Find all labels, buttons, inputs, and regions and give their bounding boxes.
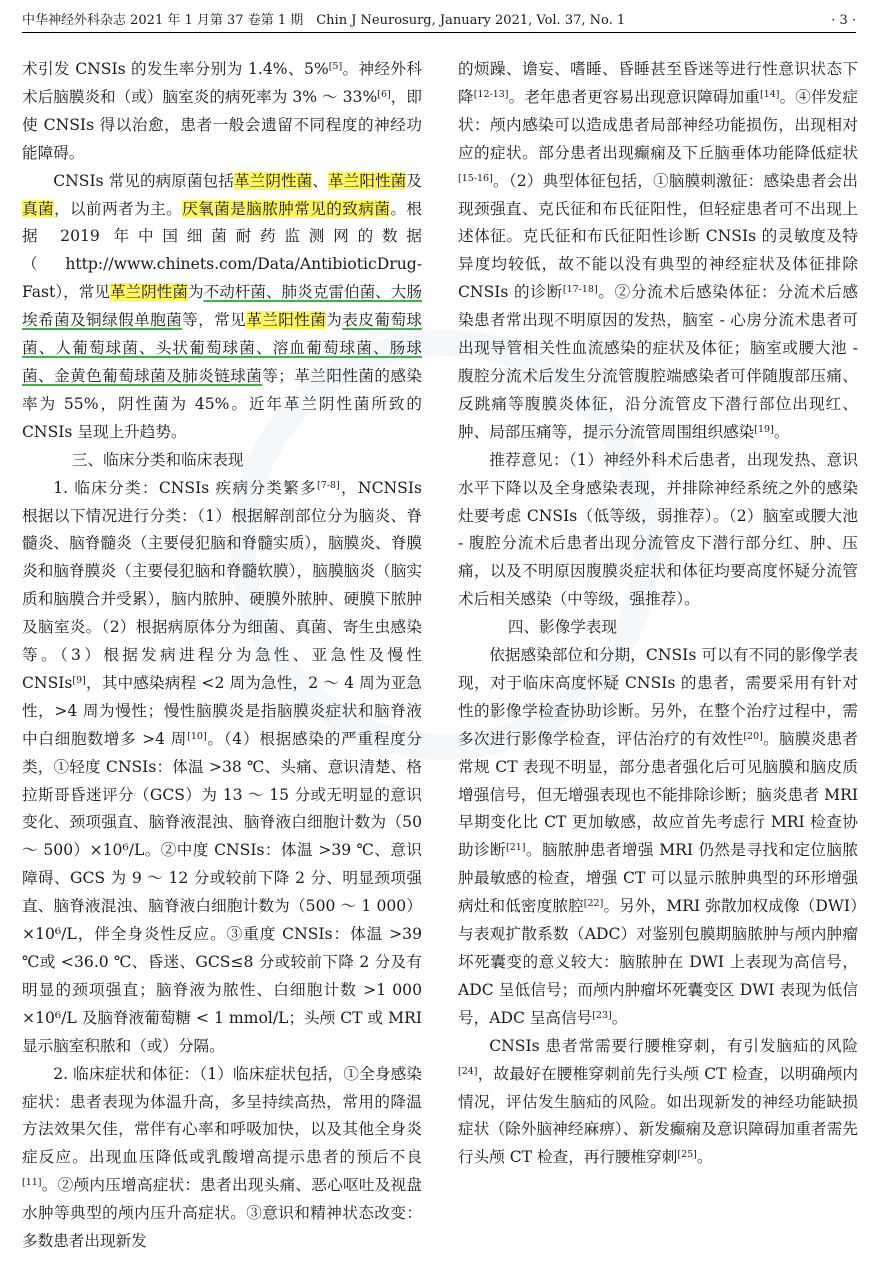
section-heading-4: 四、影像学表现 [507, 618, 618, 637]
underline-annotation: 表皮葡萄球菌、人葡萄球菌、头状葡萄球菌、溶血葡萄球菌、肠球菌、金黄色葡萄球菌及肺炎链球菌 [22, 311, 422, 385]
highlight: 革兰阴性菌 [233, 171, 313, 190]
citation-ref[interactable]: [14] [759, 88, 780, 100]
citation-ref[interactable]: [17-18] [562, 284, 598, 296]
highlight: 革兰阴性菌 [109, 283, 188, 302]
section-heading-3: 三、临床分类和临床表现 [71, 450, 244, 469]
paragraph-lumbar-puncture: CNSIs 患者常需要行腰椎穿刺，有引发脑疝的风险[24]，故最好在腰椎穿刺前先行头颅 CT 检查，以明确颅内情况，评估发生脑疝的风险。如出现新发的神经功能缺损症状（除外脑神经麻痹）、新发癫痫及意识障碍加重者需先行头颅 CT 检查，再行腰椎穿刺[25]。 [458, 1036, 858, 1167]
highlight: 真菌 [22, 199, 55, 218]
citation-ref[interactable]: [20] [743, 730, 763, 742]
citation-ref[interactable]: [23] [592, 1009, 612, 1021]
citation-ref[interactable]: [7-8] [316, 479, 340, 491]
citation-ref[interactable]: [5] [328, 61, 343, 72]
running-header [22, 10, 856, 33]
paragraph-symptoms: 2. 临床症状和体征：（1）临床症状包括，①全身感染症状：患者表现为体温升高，多呈持续高热，常用的降温方法效果欠佳，常伴有心率和呼吸加快，以及其他全身炎症反应。出现血压降低或乳酸增高提示患者的预后不良[11]。②颅内压增高症状：患者出现头痛、恶心呕吐及视盘水肿等典型的颅内压升高症状。③意识和精神状态改变：多数患者出现新发 [22, 1064, 422, 1251]
right-column [458, 56, 858, 1172]
citation-ref[interactable]: [22] [583, 898, 604, 910]
citation-ref[interactable]: [9] [72, 674, 86, 686]
citation-ref[interactable]: [10] [187, 730, 207, 742]
citation-ref[interactable]: [6] [377, 88, 391, 100]
citation-ref[interactable]: [24] [458, 1065, 478, 1077]
citation-ref[interactable]: [12-13] [473, 88, 509, 100]
paragraph-imaging: 依据感染部位和分期，CNSIs 可以有不同的影像学表现，对于临床高度怀疑 CNSIs 的患者，需要采用有针对性的影像学检查协助诊断。另外，在整个治疗过程中，需多次进行影像学检查，评估治疗的有效性[20]。脑膜炎患者常规 CT 表现不明显，部分患者强化后可见脑膜和脑皮质增强信号，但无增强表现也不能排除诊断；脑炎患者 MRI 早期变化比 CT 更加敏感，故应首先考虑行 MRI 检查协助诊断[21]。脑脓肿患者增强 MRI 仍然是寻找和定位脑脓肿最敏感的检查，增强 CT 可以显示脓肿典型的环形增强病灶和低密度脓腔[22]。另外，MRI 弥散加权成像（DWI）与表观扩散系数（ADC）对鉴别包膜期脑脓肿与颅内肿瘤坏死囊变的意义较大：脑脓肿在 DWI 上表现为高信号，ADC 呈低信号；而颅内肿瘤坏死囊变区 DWI 表现为低信号，ADC 呈高信号[23]。 [458, 646, 858, 1027]
paragraph-classification: 1. 临床分类：CNSIs 疾病分类繁多[7-8]，NCNSIs 根据以下情况进行分类：（1）根据解剖部位分为脑炎、脊髓炎、脑脊髓炎（主要侵犯脑和脊髓实质），脑膜炎、脊膜炎和脑脊膜炎（主要侵犯脑和脊髓软膜），脑膜脑炎（脑实质和脑膜合并受累），脑内脓肿、硬膜外脓肿、硬膜下脓肿及脑室炎。（2）根据病原体分为细菌、真菌、寄生虫感染等。（3）根据发病进程分为急性、亚急性及慢性 CNSIs[9]，其中感染病程 <2 周为急性，2 ～ 4 周为亚急性，>4 周为慢性；慢性脑膜炎是指脑膜炎症状和脑脊液中白细胞数增多 >4 周[10]。（4）根据感染的严重程度分类，①轻度 CNSIs：体温 >38 ℃、头痛、意识清楚、格拉斯哥昏迷评分（GCS）为 13 ～ 15 分或无明显的意识变化、颈项强直、脑脊液混浊、脑脊液白细胞计数为（50 ～ 500）×10⁶/L。②中度 CNSIs：体温 >39 ℃、意识障碍、GCS 为 9 ～ 12 分或较前下降 2 分、明显颈项强直、脑脊液混浊、脑脊液白细胞计数为（500 ～ 1 000）×10⁶/L，伴全身炎性反应。③重度 CNSIs：体温 >39 ℃或 <36.0 ℃、昏迷、GCS≤8 分或较前下降 2 分及有明显的颈项强直；脑脊液为脓性、白细胞计数 >1 000 ×10⁶/L 及脑脊液葡萄糖 < 1 mmol/L；头颅 CT 或 MRI 显示脑室积脓和（或）分隔。 [22, 478, 423, 1055]
paragraph-signs: 的烦躁、谵妄、嗜睡、昏睡甚至昏迷等进行性意识状态下降[12-13]。老年患者更容易出现意识障碍加重[14]。④伴发症状：颅内感染可以造成患者局部神经功能损伤，出现相对应的症状。部分患者出现癫痫及下丘脑垂体功能降低症状[15-16]。（2）典型体征包括，①脑膜刺激征：感染患者会出现颈强直、克氏征和布氏征阳性，但轻症患者可不出现上述体征。克氏征和布氏征阳性诊断 CNSIs 的灵敏度及特异度均较低，故不能以没有典型的神经症状及体征排除 CNSIs 的诊断[17-18]。②分流术后感染体征：分流术后感染患者常出现不明原因的发热，脑室 - 心房分流术患者可出现导管相关性血流感染的症状及体征；脑室或腰大池 - 腹腔分流术后发生分流管腹腔端感染者可伴随腹部压痛、反跳痛等腹膜炎体征，沿分流管皮下潜行部位出现红、肿、局部压痛等，提示分流管周围组织感染[19]。 [458, 60, 858, 441]
highlight: 革兰阳性菌 [328, 171, 407, 190]
citation-ref[interactable]: [21] [505, 842, 526, 854]
citation-ref[interactable]: [25] [677, 1149, 697, 1161]
paragraph-incidence: 术引发 CNSIs 的发生率分别为 1.4%、5%[5]。神经外科术后脑膜炎和（或）脑室炎的病死率为 3% ～ 33%[6]，即使 CNSIs 得以治愈，患者一般会遗留不同程度的神经功能障碍。 [22, 60, 422, 162]
citation-ref[interactable]: [19] [754, 423, 774, 435]
left-column [22, 56, 422, 1256]
highlight: 革兰阳性菌 [246, 311, 327, 330]
citation-ref[interactable]: [15-16] [458, 172, 493, 184]
underline-annotation: 不动杆菌、肺炎克雷伯菌、大肠埃希菌及铜绿假单胞菌 [22, 283, 422, 330]
paragraph-pathogens: CNSIs 常见的病原菌包括革兰阴性菌、革兰阳性菌及真菌，以前两者为主。厌氧菌是脑脓肿常见的致病菌。根据 2019 年中国细菌耐药监测网的数据（http://www.chinets.com/Data/AntibioticDrug-Fast），常见革兰阴性菌为不动杆菌、肺炎克雷伯菌、大肠埃希菌及铜绿假单胞菌等，常见革兰阳性菌为表皮葡萄球菌、人葡萄球菌、头状葡萄球菌、溶血葡萄球菌、肠球菌、金黄色葡萄球菌及肺炎链球菌等；革兰阳性菌的感染率为 55%，阴性菌为 45%。近年革兰阴性菌所致的 CNSIs 呈现上升趋势。 [22, 171, 422, 441]
highlight: 厌氧菌是脑脓肿常见的致病菌 [182, 199, 391, 218]
paragraph-recommendation: 推荐意见：（1）神经外科术后患者，出现发热、意识水平下降以及全身感染表现，并排除神经系统之外的感染灶要考虑 CNSIs（低等级，弱推荐）。（2）脑室或腰大池 - 腹腔分流术后患者出现分流管皮下潜行部分红、肿、压痛，以及不明原因腹膜炎症状和体征均要高度怀疑分流管术后相关感染（中等级，强推荐）。 [458, 450, 858, 609]
journal-citation: 中华神经外科杂志 2021 年 1 月第 37 卷第 1 期 Chin J Neurosurg, January 2021, Vol. 37, No. 1 [22, 13, 626, 28]
page-number: · 3 · [831, 13, 856, 28]
citation-ref[interactable]: [11] [22, 1177, 42, 1189]
